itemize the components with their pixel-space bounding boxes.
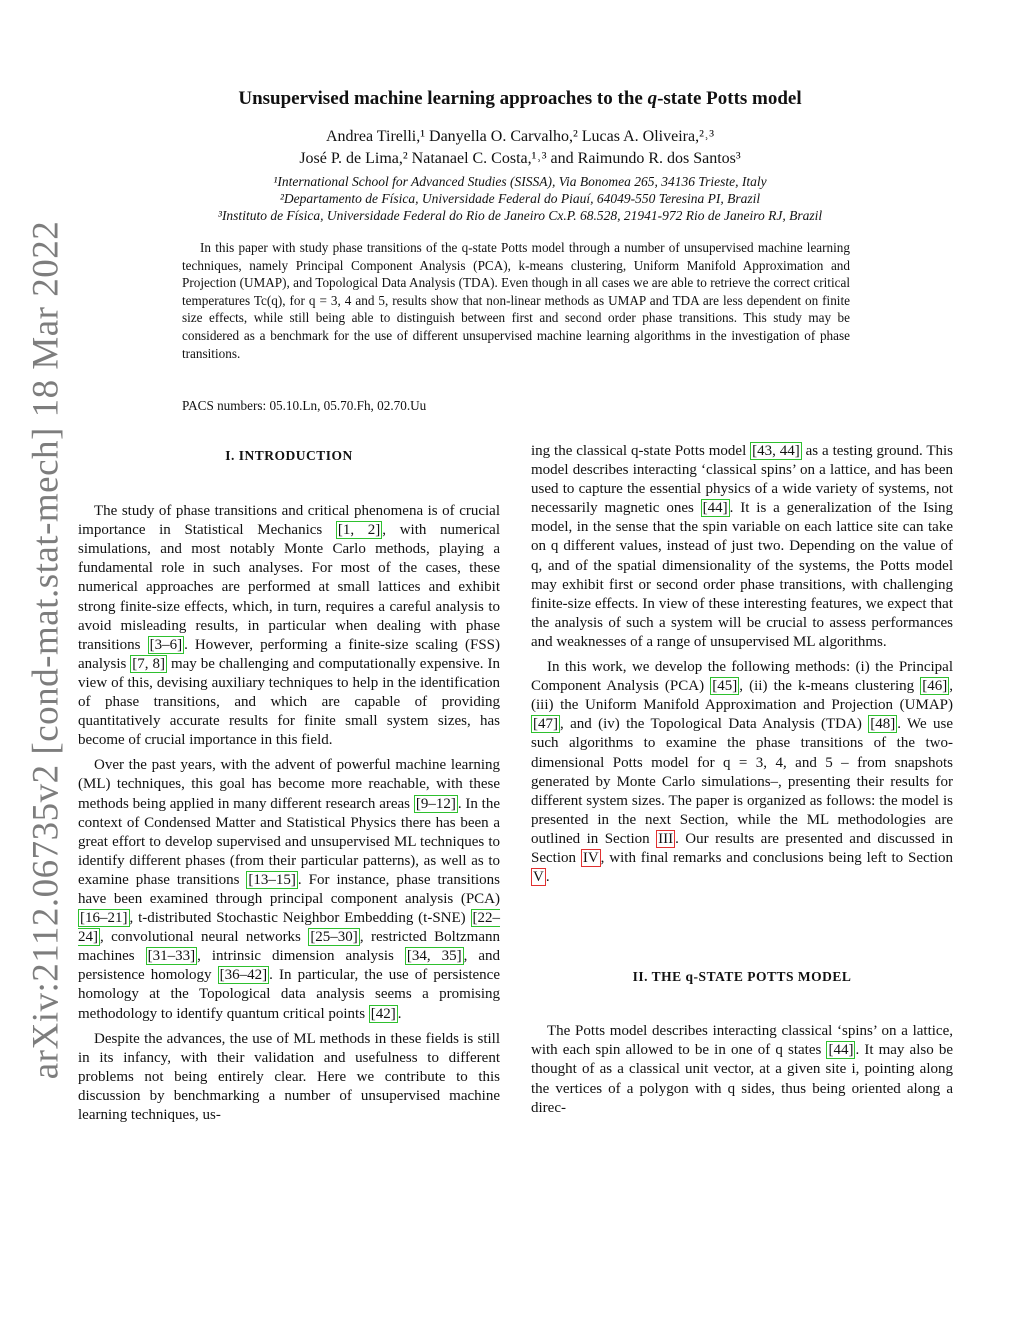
citation-link[interactable]: [45] <box>712 678 738 695</box>
citation-link[interactable]: [44] <box>702 500 728 517</box>
author-list <box>140 126 900 170</box>
pacs-numbers: PACS numbers: 05.10.Ln, 05.70.Fh, 02.70.Uu <box>182 398 427 413</box>
citation-link[interactable]: [7, 8] <box>132 655 165 672</box>
citation-link[interactable]: [43, 44] <box>752 443 800 459</box>
arxiv-sidebar <box>18 210 74 1090</box>
arxiv-identifier: arXiv:2112.06735v2 [cond-mat.stat-mech] 18 Mar 2022 <box>25 220 67 1080</box>
section-link[interactable]: III <box>658 830 674 847</box>
citation-link[interactable]: [44] <box>828 1042 854 1059</box>
citation-link[interactable]: [13–15] <box>248 871 296 888</box>
section-heading-potts-model: II. THE q-STATE POTTS MODEL <box>632 969 852 985</box>
paragraph: The Potts model describes interacting classical ‘spins’ on a lattice, with each spin allowed to be in one of q states [44] . It may also be thought of as a classical unit vector, at a given site i, pointing along the vertices of a polygon with q sides, thus being oriented along a direc- <box>531 1023 953 1116</box>
citation-link[interactable]: [31–33] <box>147 948 196 965</box>
citation-link[interactable]: [22–24] <box>78 910 500 946</box>
section-link[interactable]: V <box>533 869 544 886</box>
citation-link[interactable]: [47] <box>533 716 558 733</box>
citation-link[interactable]: [3–6] <box>149 636 183 653</box>
citation-link[interactable]: [9–12] <box>415 795 456 812</box>
affiliation-1: ¹International School for Advanced Studies (SISSA), Via Bonomea 265, 34136 Trieste, Italy <box>273 174 767 189</box>
paper-title: Unsupervised machine learning approaches to the q-state Potts model <box>238 88 802 109</box>
section-link[interactable]: IV <box>582 849 599 866</box>
paragraph: Over the past years, with the advent of powerful machine learning (ML) techniques, this goal has become more reachable, with these methods being applied in many different research areas [9–12] . In the context of Condensed Matter and Statistical Physics there has been a great effort to develop supervised and unsupervised ML techniques to identify different phases (from their particular patterns), as well as to examine phase transitions [13–15] . For instance, phase transitions have been examined through principal component analysis (PCA) [16–21] , t-distributed Stochastic Neighbor Embedding (t-SNE) [22–24] , convolutional neural networks [25–30] , restricted Boltzmann machines [31–33] , intrinsic dimension analysis [34, 35] , and persistence homology [36–42] . In particular, the use of persistence homology at the Topological data analysis seems a promising methodology to identify quantum critical points [42] . <box>78 757 500 1022</box>
section-heading-introduction: I. INTRODUCTION <box>225 448 353 463</box>
authors-line-1: Andrea Tirelli,¹ Danyella O. Carvalho,² Lucas A. Oliveira,²˒³ <box>326 128 714 145</box>
paragraph: Despite the advances, the use of ML methods in these fields is still in its infancy, with their validation and usefulness to different problems not being entirely clear. Here we contribute to this discussion by benchmarking a number of unsupervised machine learning techniques, us- <box>78 1030 500 1123</box>
affiliations <box>110 173 930 224</box>
authors-line-2: José P. de Lima,² Natanael C. Costa,¹˒³ and Raimundo R. dos Santos³ <box>299 150 741 167</box>
citation-link[interactable]: [16–21] <box>80 910 128 927</box>
paragraph: In this work, we develop the following methods: (i) the Principal Component Analysis (PCA) [45] , (ii) the k-means clustering [46] , (iii) the Uniform Manifold Approximation and Projection (UMAP) [47] , and (iv) the Topological Data Analysis (TDA) [48] . We use such algorithms to examine the phase transitions of the two-dimensional Potts model for q = 3, 4, and 5 – from snapshots generated by Monte Carlo simulations–, presenting their results for different system sizes. The paper is organized as follows: the model is presented in the next Section, while the ML methodologies are outlined in Section III . Our results are presented and discussed in Section IV , with final remarks and conclusions being left to Section V . <box>531 659 954 886</box>
paragraph: The study of phase transitions and critical phenomena is of crucial importance in Statistical Mechanics [1, 2] , with numerical simulations, and most notably Monte Carlo methods, playing a fundamental role in such analyses. For most of the cases, these numerical approaches are performed at small lattices and exhibit strong finite-size effects, which, in turn, requires a careful analysis to avoid misleading results, in particular when dealing with phase transitions [3–6] . However, performing a finite-size scaling (FSS) analysis [7, 8] may be challenging and computationally expensive. In view of this, devising auxiliary techniques to help in the identification of phase transitions, and which are capable of providing quantitatively accurate results for finite small system sizes, has become of crucial importance in this field. <box>78 503 500 749</box>
abstract: In this paper with study phase transitions of the q-state Potts model through a number of unsupervised machine learning techniques, namely Principal Component Analysis (PCA), k-means clustering, Uniform Manifold Approximation and Projection (UMAP), and Topological Data Analysis (TDA). Even though in all cases we are able to retrieve the correct critical temperatures Tc(q), for q = 3, 4 and 5, results show that non-linear methods as UMAP and TDA are less dependent on finite size effects, while still being able to distinguish between first and second order phase transitions. This study may be considered as a benchmark for the use of different unsupervised machine learning algorithms in the investigation of phase transitions. <box>182 240 850 361</box>
right-column <box>531 442 953 1124</box>
citation-link[interactable]: [42] <box>370 1005 396 1022</box>
affiliation-3: ³Instituto de Física, Universidade Federal do Rio de Janeiro Cx.P. 68.528, 21941-972 Rio de Janeiro RJ, Brazil <box>217 208 823 223</box>
citation-link[interactable]: [1, 2] <box>337 522 381 539</box>
citation-link[interactable]: [36–42] <box>219 967 268 984</box>
paragraph: ing the classical q-state Potts model [43, 44] as a testing ground. This model describes interacting ‘classical spins’ on a lattice, and has been used to capture the essential physics of a wide variety of systems, not necessarily magnetic ones [44] . It is a generalization of the Ising model, in the sense that the spin variable on each lattice site can take on q different values, instead of just two. Depending on the value of q, and of the spatial dimensionality of the systems, the Potts model may exhibit first or second order phase transitions, with challenging finite-size effects. In view of these interesting features, we expect that the analysis of such a system will be crucial to assess performances and weaknesses of a range of unsupervised ML algorithms. <box>531 443 953 650</box>
affiliation-2: ²Departamento de Física, Universidade Federal do Piauí, 64049-550 Teresina PI, Brazil <box>279 191 761 206</box>
citation-link[interactable]: [34, 35] <box>406 948 462 965</box>
left-column <box>78 446 500 1131</box>
spacer <box>531 893 953 967</box>
citation-link[interactable]: [48] <box>870 716 896 733</box>
citation-link[interactable]: [46] <box>922 678 948 695</box>
citation-link[interactable]: [25–30] <box>310 929 358 946</box>
